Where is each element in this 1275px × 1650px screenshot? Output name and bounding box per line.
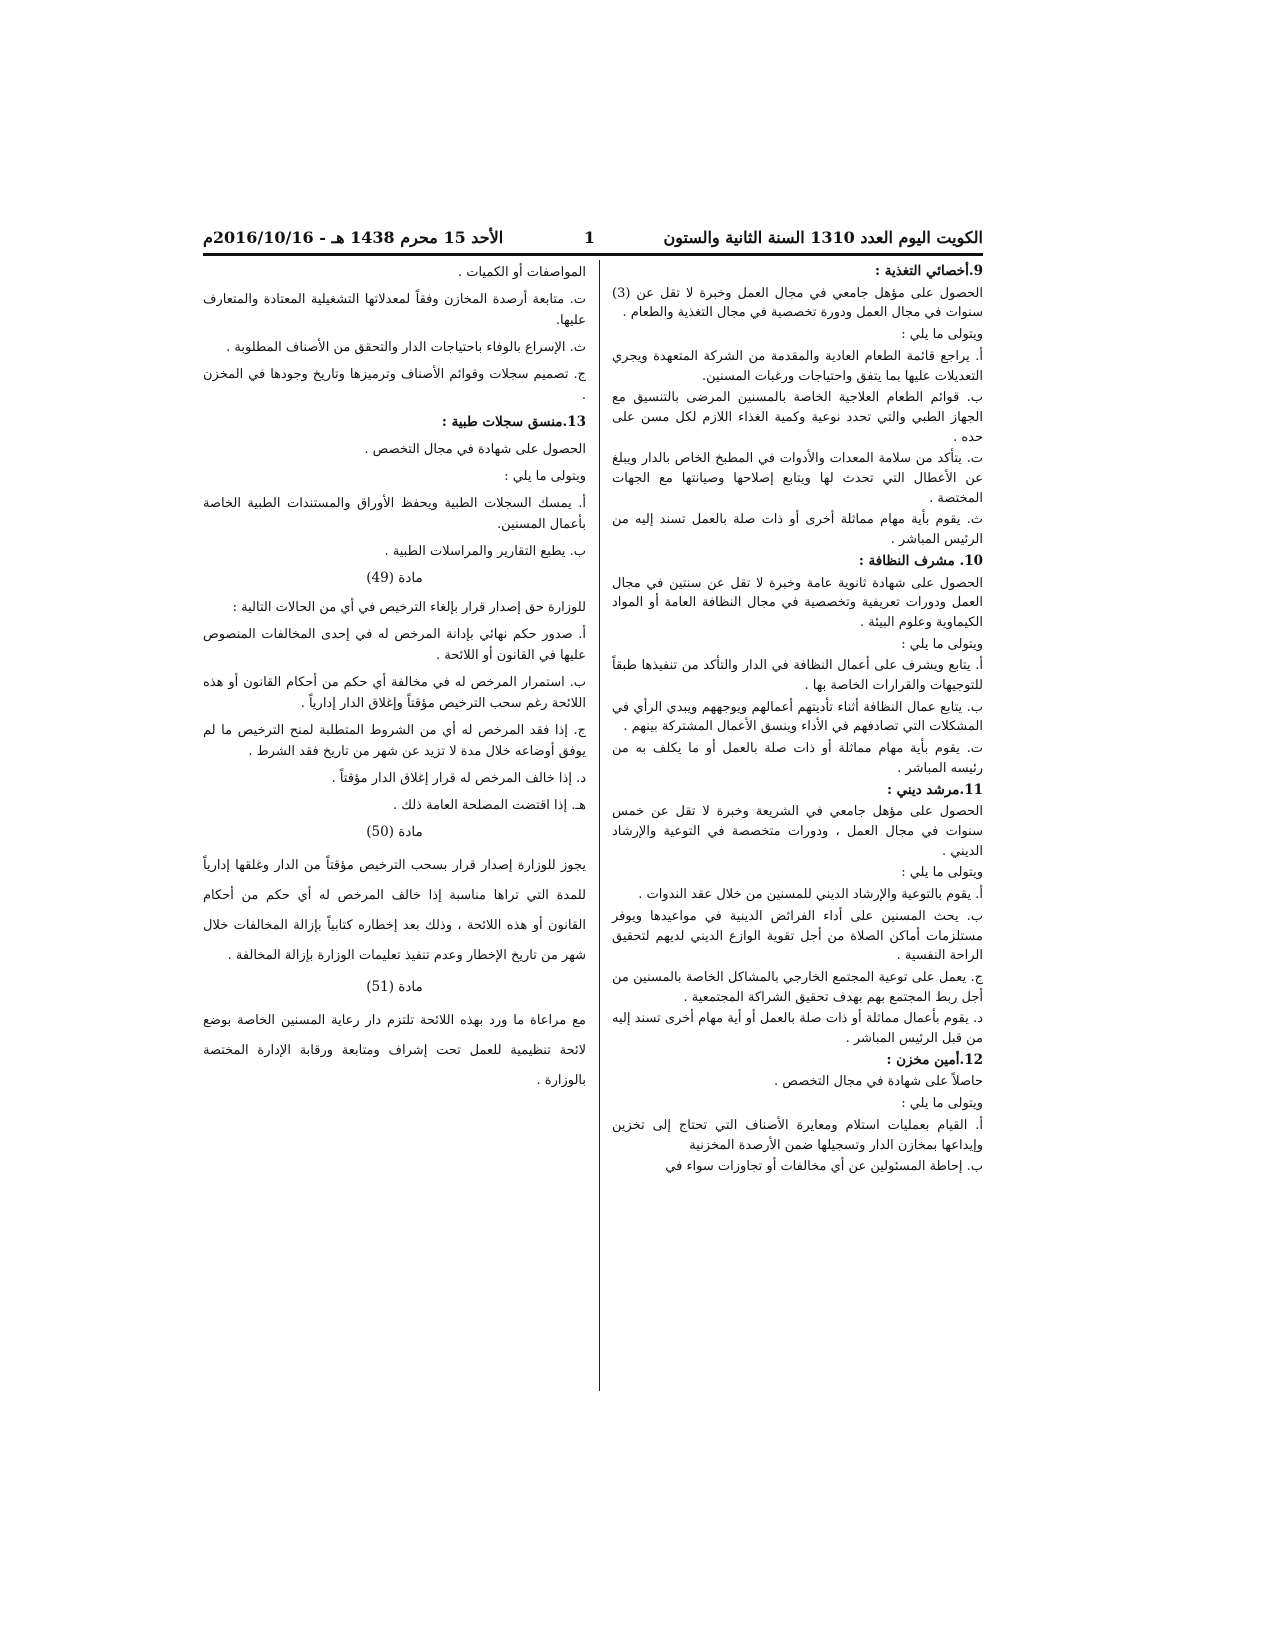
- paragraph: ب. إحاطة المسئولين عن أي مخالفات أو تجاوزات سواء في: [665, 1159, 983, 1175]
- paragraph: ت. يتأكد من سلامة المعدات والأدوات في المطبخ الخاص بالدار ويبلغ عن الأعطال التي تحدث لها ويتابع إصلاحها وصيانتها مع الجهات المختصة .: [612, 451, 983, 506]
- paragraph: أ. يمسك السجلات الطبية ويحفظ الأوراق والمستندات الطبية الخاصة بأعمال المسنين.: [203, 496, 586, 532]
- paragraph: الحصول على مؤهل جامعي في مجال العمل وخبرة لا تقل عن (3) سنوات في مجال العمل ودورة تخصصية في مجال التغذية والطعام .: [612, 285, 983, 321]
- paragraph: أ. يراجع قائمة الطعام العادية والمقدمة من الشركة المتعهدة ويجري التعديلات عليها بما يتفق واحتياجات ورغبات المسنين.: [612, 348, 983, 384]
- paragraph: د. إذا خالف المرخص له قرار إغلاق الدار مؤقتاً .: [331, 771, 586, 786]
- section-title: 9.أخصائي التغذية :: [875, 263, 983, 279]
- article-paragraph: مع مراعاة ما ورد بهذه اللائحة تلتزم دار رعاية المسنين الخاصة بوضع لائحة تنظيمية للعمل تحت إشراف ومتابعة ورقابة الإدارة المختصة بالوزارة .: [203, 1013, 586, 1088]
- paragraph: ت. متابعة أرصدة المخازن وفقاً لمعدلاتها التشغيلية المعتادة والمتعارف عليها.: [203, 292, 586, 328]
- header-rule: [203, 253, 983, 256]
- paragraph: ج. يعمل على توعية المجتمع الخارجي بالمشاكل الخاصة بالمسنين من أجل ربط المجتمع بهم بهدف تحقيق الشراكة المجتمعية .: [612, 969, 983, 1005]
- issue-date: الأحد 15 محرم 1438 هـ - 2016/10/16م: [203, 228, 504, 247]
- paragraph: الحصول على شهادة في مجال التخصص .: [364, 442, 586, 457]
- page-number: 1: [583, 228, 595, 247]
- article-heading: مادة (51): [366, 979, 423, 995]
- paragraph: ج. تصميم سجلات وقوائم الأصناف وترميزها وتاريخ وجودها في المخزن .: [203, 367, 586, 403]
- paragraph: ويتولى ما يلي :: [901, 636, 983, 652]
- section-title: 12.أمين مخزن :: [886, 1051, 983, 1068]
- paragraph: ويتولى ما يلي :: [901, 327, 983, 343]
- paragraph: ث. يقوم بأية مهام مماثلة أخرى أو ذات صلة بالعمل تسند إليه من الرئيس المباشر .: [612, 512, 983, 548]
- paragraph: ويتولى ما يلي :: [901, 865, 983, 881]
- paragraph: أ. القيام بعمليات استلام ومعايرة الأصناف التي تحتاج إلى تخزين وإيداعها بمخازن الدار وتسجيلها ضمن الأرصدة المخزنية: [612, 1117, 983, 1153]
- column-divider: [599, 260, 600, 1391]
- paragraph: حاصلاً على شهادة في مجال التخصص .: [774, 1074, 983, 1090]
- paragraph: ت. يقوم بأية مهام مماثلة أو ذات صلة بالعمل أو ما يكلف به من رئيسه المباشر .: [612, 741, 983, 776]
- paragraph: ب. يحث المسنين على أداء الفرائض الدينية في مواعيدها ويوفر مستلزمات أماكن الصلاة من أجل تقوية الوازع الديني لديهم لتحقيق الراحة النفسية .: [612, 908, 983, 964]
- paragraph: أ. يقوم بالتوعية والإرشاد الديني للمسنين من خلال عقد الندوات .: [638, 887, 983, 903]
- paragraph: ب. قوائم الطعام العلاجية الخاصة بالمسنين المرضى بالتنسيق مع الجهاز الطبي والتي تحدد نوعية وكمية الغذاء اللازم لكل مسن على حده .: [612, 390, 983, 445]
- paragraph: ج. إذا فقد المرخص له أي من الشروط المتطلبة لمنح الترخيص ما لم يوفق أوضاعه خلال مدة لا تزيد عن شهر من تاريخ فقد الشرط .: [203, 723, 586, 759]
- section-title: 10. مشرف النظافة :: [858, 552, 983, 569]
- paragraph: ب. استمرار المرخص له في مخالفة أي حكم من أحكام القانون أو هذه اللائحة رغم سحب الترخيص مؤقتاً وإغلاق الدار إدارياً .: [203, 675, 586, 711]
- paragraph: هـ. إذا اقتضت المصلحة العامة ذلك .: [393, 798, 586, 813]
- right-column: [612, 262, 983, 1179]
- paragraph: ب. يتابع عمال النظافة أثناء تأديتهم أعمالهم ويوجههم ويبدي الرأي في المشكلات التي تصادفهم في الأداء وينسق الأعمال المشتركة بينهم .: [612, 699, 983, 735]
- paragraph: المواصفات أو الكميات .: [457, 265, 586, 280]
- paragraph: الحصول على مؤهل جامعي في الشريعة وخبرة لا تقل عن خمس سنوات في مجال العمل ، ودورات متخصصة في التوعية والإرشاد الديني .: [612, 804, 983, 859]
- paragraph: الحصول على شهادة ثانوية عامة وخبرة لا تقل عن سنتين في مجال العمل ودورات تعريفية وتخصصية في مجال النظافة العامة أو المواد الكيماوية وعلوم البيئة .: [612, 575, 983, 630]
- paragraph: ويتولى ما يلي :: [504, 469, 586, 484]
- paragraph: ب. يطبع التقارير والمراسلات الطبية .: [384, 544, 586, 559]
- article-heading: مادة (49): [366, 570, 423, 586]
- paragraph: للوزارة حق إصدار قرار بإلغاء الترخيص في أي من الحالات التالية :: [232, 600, 586, 615]
- paragraph: أ. يتابع ويشرف على أعمال النظافة في الدار والتأكد من تنفيذها طبقاً للتوجيهات والقرارات الخاصة بها .: [612, 658, 983, 694]
- section-title: 13.منسق سجلات طبية :: [441, 414, 586, 430]
- paragraph: ويتولى ما يلي :: [901, 1096, 983, 1112]
- article-heading: مادة (50): [366, 824, 423, 840]
- paragraph: ث. الإسراع بالوفاء باحتياجات الدار والتحقق من الأصناف المطلوبة .: [226, 340, 586, 355]
- paragraph: د. يقوم بأعمال مماثلة أو ذات صلة بالعمل أو أية مهام أخرى تسند إليه من قبل الرئيس المباشر .: [612, 1011, 983, 1047]
- section-title: 11.مرشد ديني :: [886, 781, 983, 798]
- paragraph: أ. صدور حكم نهائي بإدانة المرخص له في إحدى المخالفات المنصوص عليها في القانون أو اللائحة .: [203, 627, 586, 663]
- left-column: [203, 262, 586, 1102]
- article-paragraph: يجوز للوزارة إصدار قرار بسحب الترخيص مؤقتاً من الدار وغلقها إدارياً للمدة التي تراها مناسبة إذا خالف المرخص له أي حكم من أحكام القانون أو هذه اللائحة ، وذلك بعد إخطاره كتابياً بإزالة المخالفات خلال شهر من تاريخ الإخطار وعدم تنفيذ تعليمات الوزارة بإزالة المخالفة .: [203, 858, 586, 963]
- gazette-issue-info: الكويت اليوم العدد 1310 السنة الثانية والستون: [663, 228, 983, 247]
